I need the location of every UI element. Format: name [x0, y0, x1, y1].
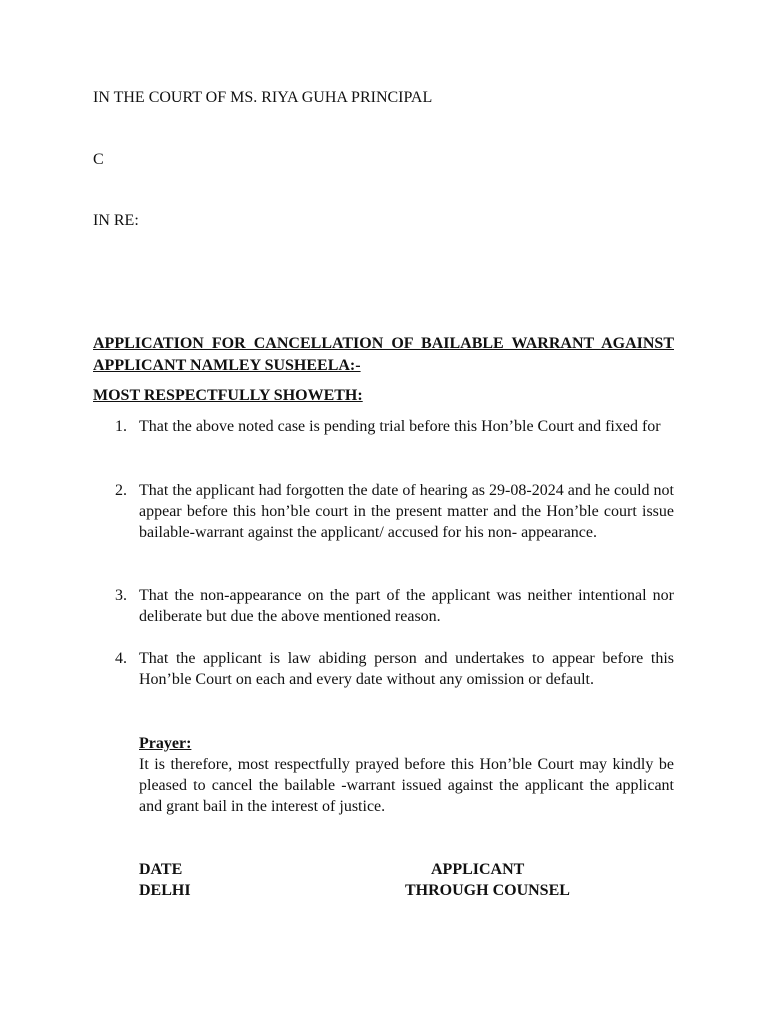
- place-label: DELHI: [139, 882, 191, 899]
- prayer-text: It is therefore, most respectfully prayed before this Hon’ble Court may kindly be pleased to cancel the bailable -warrant issued against the applicant the applicant and grant bail in the interest of justice.: [139, 756, 674, 815]
- in-re-label: IN RE:: [93, 212, 139, 229]
- paragraph-text: That the applicant is law abiding person and undertakes to appear before this Hon’ble Court on each and every date without any omission or default.: [139, 650, 674, 688]
- paragraph-number: 3.: [115, 587, 127, 604]
- case-number-line: C: [93, 151, 104, 168]
- paragraph-text: That the above noted case is pending trial before this Hon’ble Court and fixed for: [139, 418, 661, 435]
- prayer-heading: Prayer:: [139, 735, 192, 752]
- paragraph-number: 2.: [115, 482, 127, 499]
- court-heading: IN THE COURT OF MS. RIYA GUHA PRINCIPAL: [93, 89, 433, 106]
- counsel-label: THROUGH COUNSEL: [405, 882, 570, 899]
- applicant-label: APPLICANT: [431, 861, 525, 878]
- application-title: APPLICATION FOR CANCELLATION OF BAILABLE WARRANT AGAINST APPLICANT NAMLEY SUSHEELA:-: [93, 335, 674, 374]
- paragraph-number: 1.: [115, 418, 127, 435]
- paragraph-text: That the applicant had forgotten the date of hearing as 29-08-2024 and he could not appear before this hon’ble court in the present matter and the Hon’ble court issue bailable-warrant against the applicant/ accused for his non- appearance.: [139, 482, 674, 541]
- date-label: DATE: [139, 861, 183, 878]
- showeth-heading: MOST RESPECTFULLY SHOWETH:: [93, 387, 363, 404]
- paragraph-text: That the non-appearance on the part of the applicant was neither intentional nor deliberate but due the above mentioned reason.: [139, 587, 674, 625]
- paragraph-number: 4.: [115, 650, 127, 667]
- prayer-section: [139, 733, 674, 817]
